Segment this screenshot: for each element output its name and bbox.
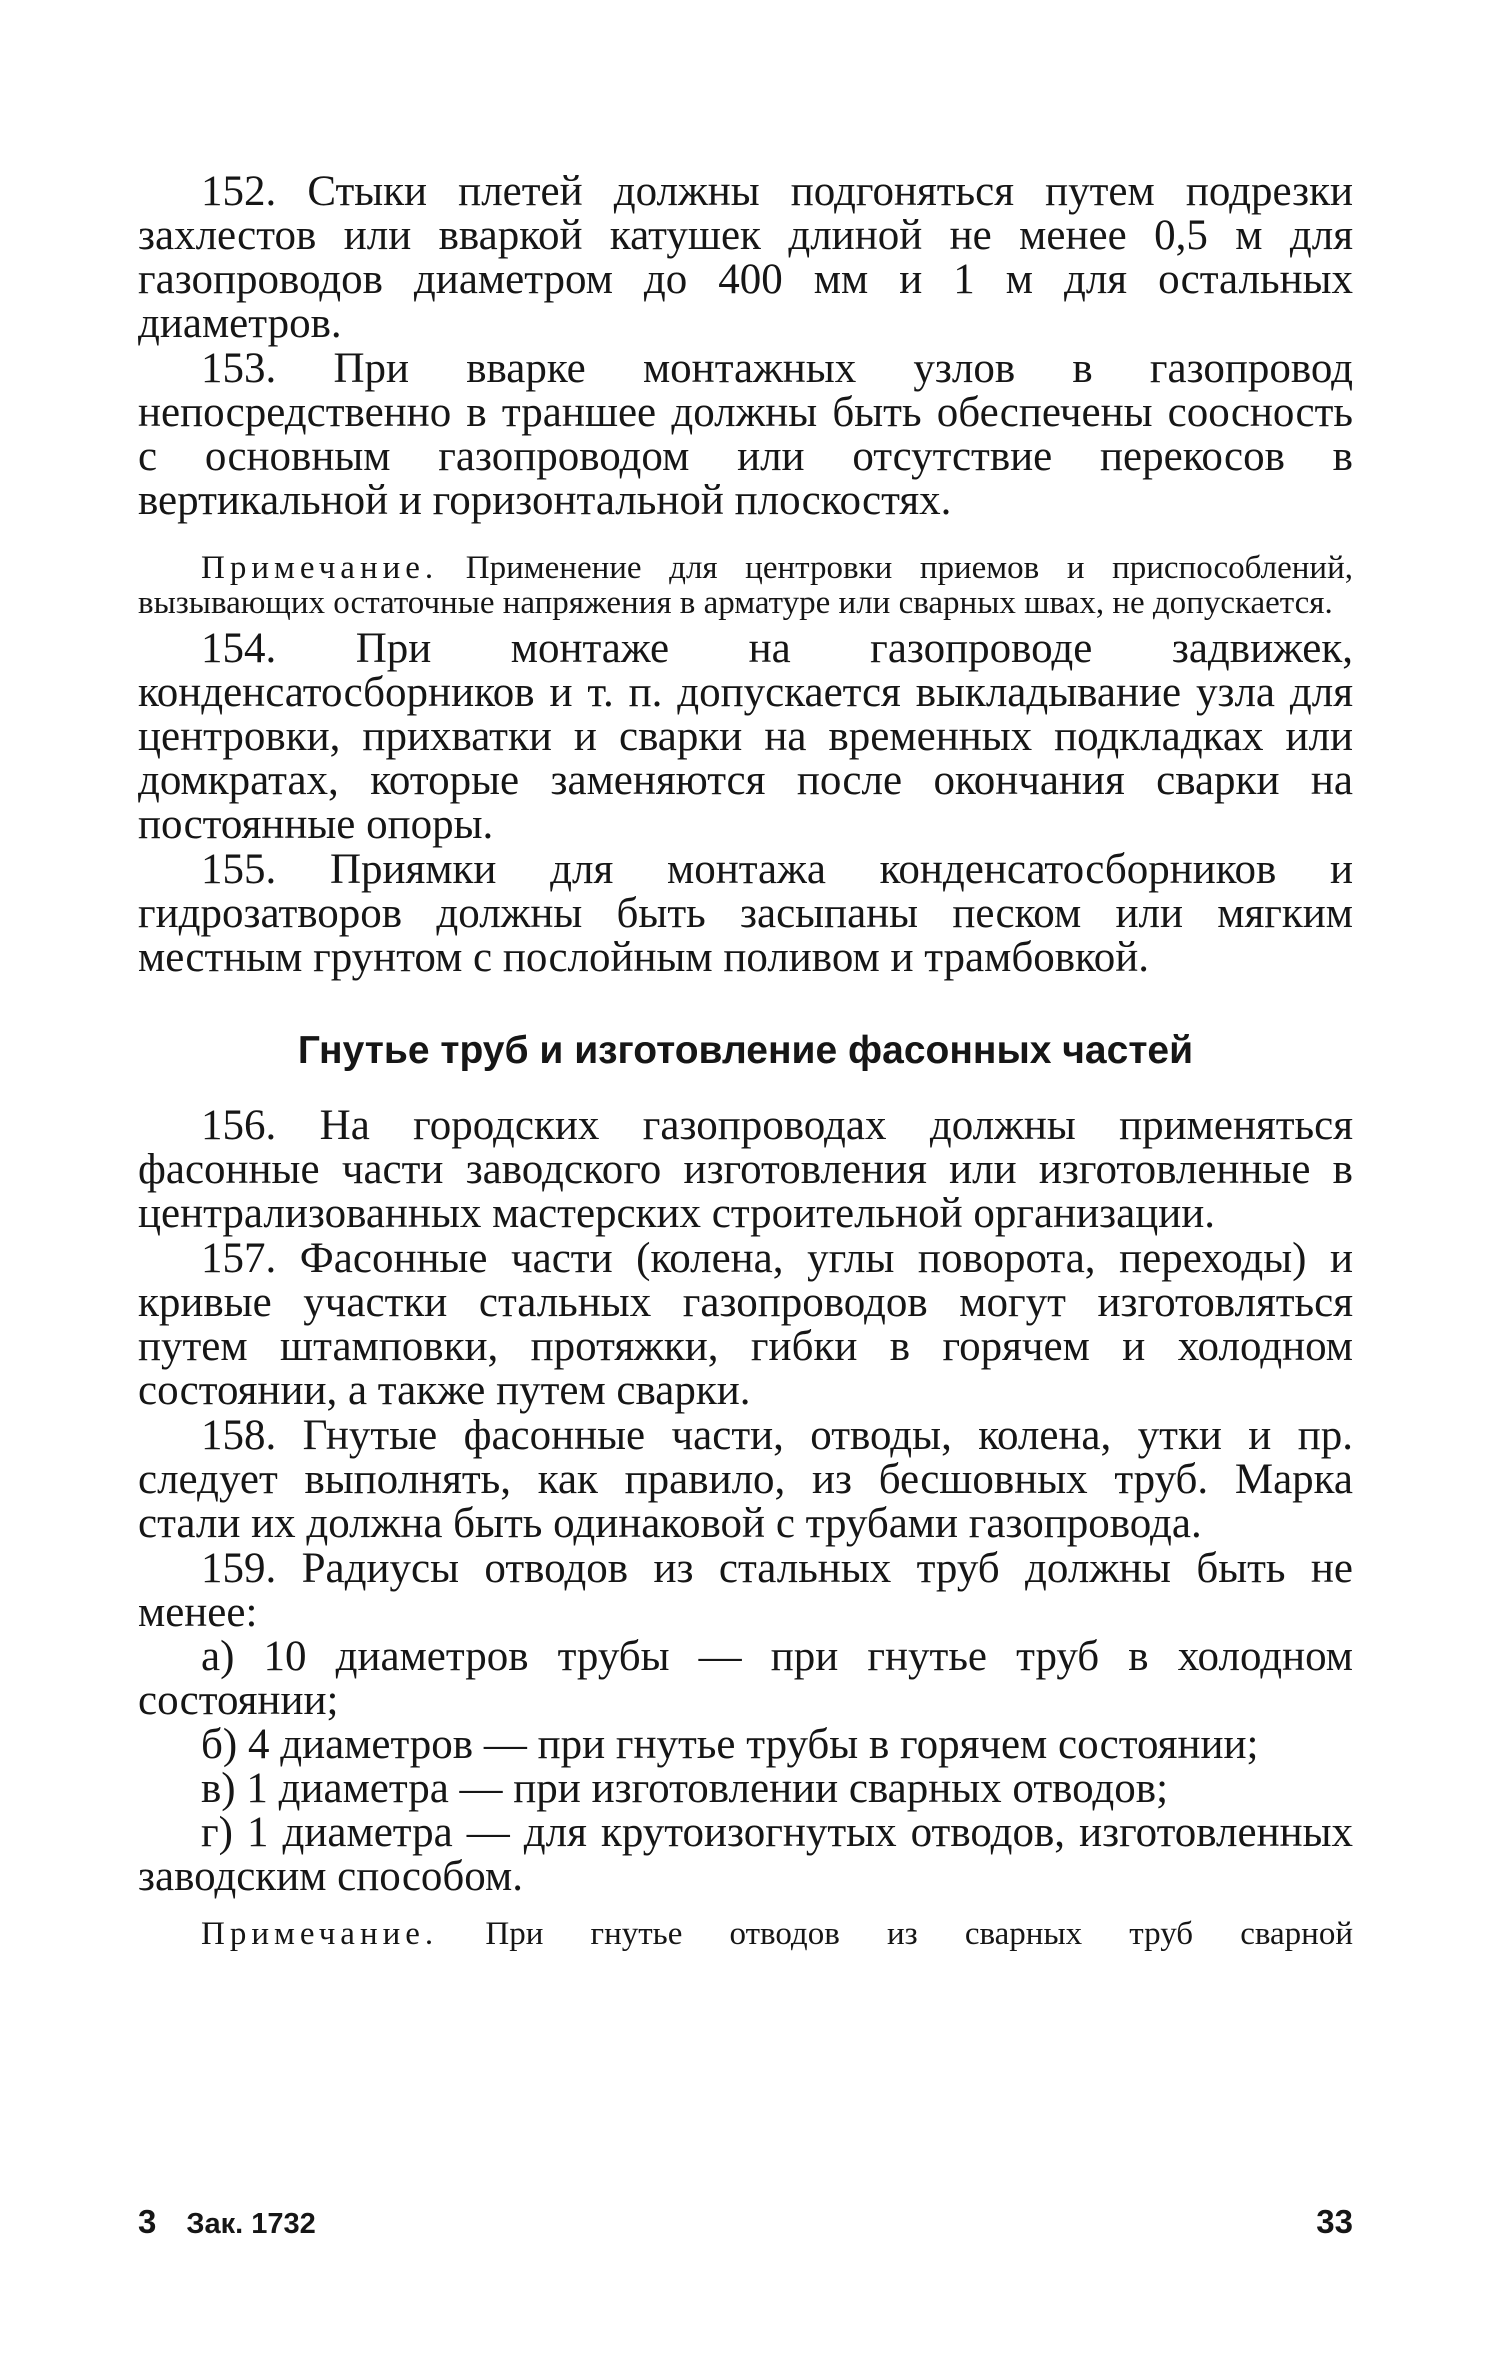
- list-item-g: г) 1 диаметра — для крутоизогнутых отводов, изготовленных заводским способом.: [138, 1809, 1353, 1900]
- paragraph-156: 156. На городских газопроводах должны применяться фасонные части заводского изготовления или изготовленные в централизованных мастерских строительной организации.: [138, 1102, 1353, 1237]
- paragraph-155: 155. Приямки для монтажа конденсатосборников и гидрозатворов должны быть засыпаны песком или мягким местным грунтом с послойным поливом и трамбовкой.: [138, 846, 1353, 981]
- order-number: Зак. 1732: [186, 2208, 316, 2240]
- note-2-text: При гнутье отводов из сварных труб сварной: [485, 1916, 1353, 1952]
- paragraph-154: 154. При монтаже на газопроводе задвижек, конденсатосборников и т. п. допускается выкладывание узла для центровки, прихватки и сварки на временных подкладках или домкратах, которые заменяются после окончания сварки на постоянные опоры.: [138, 625, 1353, 848]
- note-2: [138, 1917, 1353, 1952]
- note-1-head: Примечание.: [201, 550, 439, 586]
- list-item-v: в) 1 диаметра — при изготовлении сварных отводов;: [201, 1765, 1169, 1812]
- section-heading: Гнутье труб и изготовление фасонных частей: [297, 1029, 1194, 1072]
- list-item-a: а) 10 диаметров трубы — при гнутье труб в холодном состоянии;: [138, 1633, 1353, 1724]
- note-1-text: Применение для центровки приемов и приспособлений, вызывающих остаточные напряжения в арматуре или сварных швах, не допускается.: [138, 550, 1353, 621]
- page-body: [138, 170, 1353, 1952]
- printer-signature: [138, 2202, 316, 2244]
- page-number: 33: [1316, 2203, 1353, 2240]
- signature-number: 3: [138, 2203, 157, 2240]
- paragraph-153: 153. При вварке монтажных узлов в газопровод непосредственно в траншее должны быть обеспечены соосность с основным газопроводом или отсутствие перекосов в вертикальной и горизонтальной плоскостях.: [138, 345, 1353, 524]
- paragraph-159: 159. Радиусы отводов из стальных труб должны быть не менее:: [138, 1545, 1353, 1636]
- paragraph-157: 157. Фасонные части (колена, углы поворота, переходы) и кривые участки стальных газопроводов могут изготовляться путем штамповки, протяжки, гибки в горячем и холодном состоянии, а также путем сварки.: [138, 1235, 1353, 1414]
- list-item-b: б) 4 диаметров — при гнутье трубы в горячем состоянии;: [201, 1721, 1259, 1768]
- paragraph-158: 158. Гнутые фасонные части, отводы, колена, утки и пр. следует выполнять, как правило, из бесшовных труб. Марка стали их должна быть одинаковой с трубами газопровода.: [138, 1412, 1353, 1547]
- page-footer: [138, 2202, 1353, 2242]
- paragraph-152: 152. Стыки плетей должны подгоняться путем подрезки захлестов или вваркой катушек длиной не менее 0,5 м для газопроводов диаметром до 400 мм и 1 м для остальных диаметров.: [138, 168, 1353, 347]
- note-1: [138, 551, 1353, 621]
- note-2-head: Примечание.: [201, 1916, 439, 1952]
